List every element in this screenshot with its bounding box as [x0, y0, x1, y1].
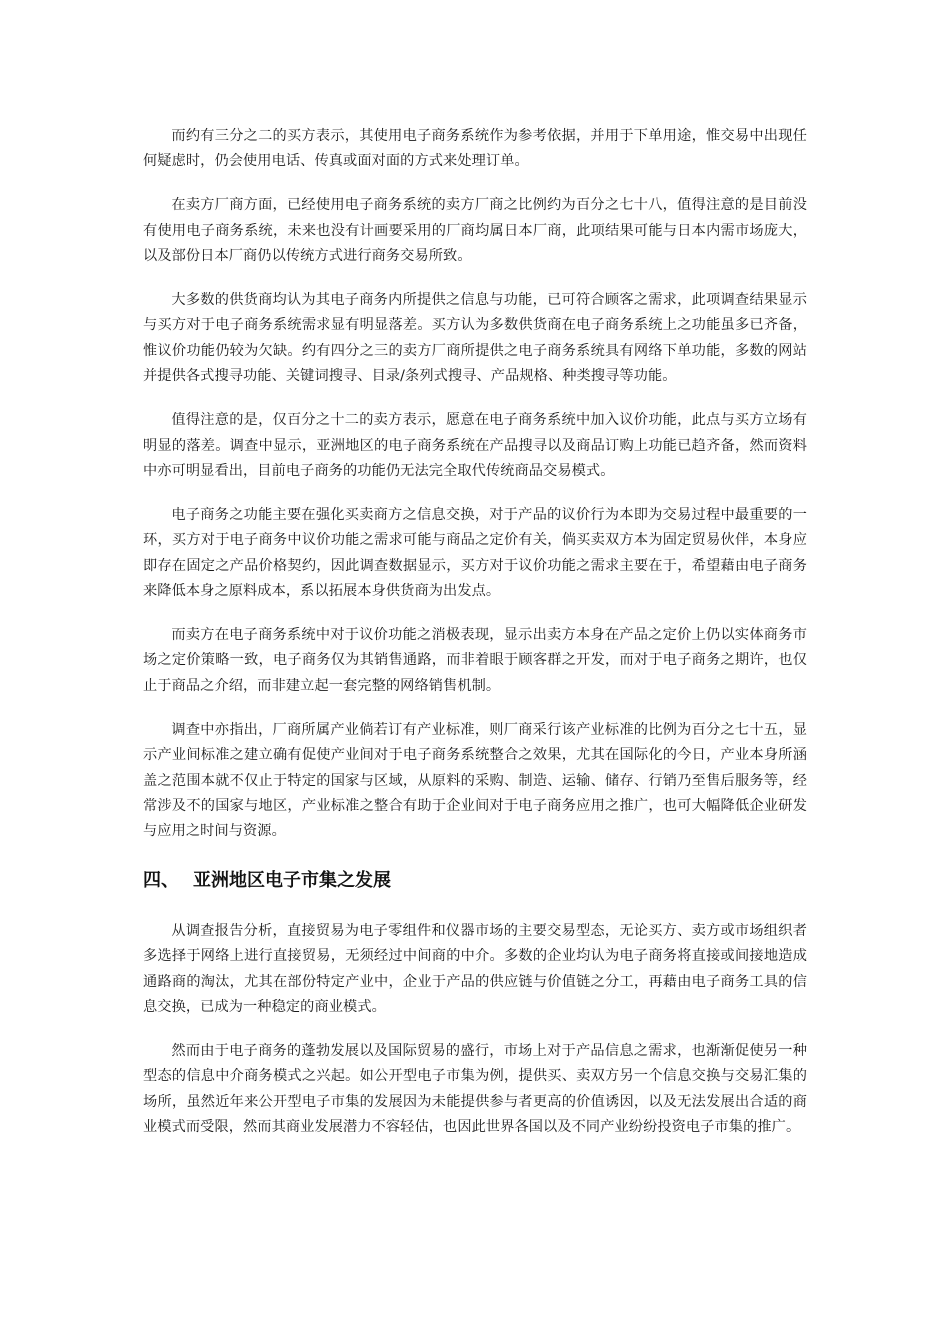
section-heading — [143, 867, 807, 895]
body-paragraph: 大多数的供货商均认为其电子商务内所提供之信息与功能，已可符合顾客之需求，此项调查结果显示与买方对于电子商务系统需求显有明显落差。买方认为多数供货商在电子商务系统上之功能虽多已齐备，惟议价功能仍较为欠缺。约有四分之三的卖方厂商所提供之电子商务系统具有网络下单功能，多数的网站并提供各式搜寻功能、关键词搜寻、目录/条列式搜寻、产品规格、种类搜寻等功能。 — [143, 292, 807, 385]
body-paragraph: 从调查报告分析，直接贸易为电子零组件和仪器市场的主要交易型态，无论买方、卖方或市场组织者多选择于网络上进行直接贸易，无须经过中间商的中介。多数的企业均认为电子商务将直接或间接地造成通路商的淘汰，尤其在部份特定产业中，企业于产品的供应链与价值链之分工，再藉由电子商务工具的信息交换，已成为一种稳定的商业模式。 — [143, 922, 807, 1015]
body-paragraph: 然而由于电子商务的蓬勃发展以及国际贸易的盛行，市场上对于产品信息之需求，也渐渐促使另一种型态的信息中介商务模式之兴起。如公开型电子市集为例，提供买、卖双方另一个信息交换与交易汇集的场所，虽然近年来公开型电子市集的发展因为未能提供参与者更高的价值诱因，以及无法发展出合适的商业模式而受限，然而其商业发展潜力不容轻估，也因此世界各国以及不同产业纷纷投资电子市集的推广。 — [143, 1042, 807, 1136]
document-page — [143, 124, 807, 1159]
body-paragraph: 值得注意的是，仅百分之十二的卖方表示，愿意在电子商务系统中加入议价功能，此点与买方立场有明显的落差。调查中显示，亚洲地区的电子商务系统在产品搜寻以及商品订购上功能已趋齐备，然而资料中亦可明显看出，目前电子商务的功能仍无法完全取代传统商品交易模式。 — [143, 412, 807, 479]
body-paragraph: 调查中亦指出，厂商所属产业倘若订有产业标准，则厂商采行该产业标准的比例为百分之七十五，显示产业间标准之建立确有促使产业间对于电子商务系统整合之效果，尤其在国际化的今日，产业本身所涵盖之范围本就不仅止于特定的国家与区域，从原料的采购、制造、运输、储存、行销乃至售后服务等，经常涉及不的国家与地区，产业标准之整合有助于企业间对于电子商务应用之推广，也可大幅降低企业研发与应用之时间与资源。 — [143, 721, 807, 840]
body-paragraph: 而约有三分之二的买方表示，其使用电子商务系统作为参考依据，并用于下单用途，惟交易中出现任何疑虑时，仍会使用电话、传真或面对面的方式来处理订单。 — [143, 128, 807, 170]
section-title: 亚洲地区电子市集之发展 — [193, 869, 391, 891]
section-number: 四、 — [143, 869, 179, 891]
body-paragraph: 在卖方厂商方面，已经使用电子商务系统的卖方厂商之比例约为百分之七十八，值得注意的是目前没有使用电子商务系统，未来也没有计画要采用的厂商均属日本厂商，此项结果可能与日本内需市场庞大，以及部份日本厂商仍以传统方式进行商务交易所致。 — [143, 197, 807, 265]
body-paragraph: 电子商务之功能主要在强化买卖商方之信息交换，对于产品的议价行为本即为交易过程中最重要的一环，买方对于电子商务中议价功能之需求可能与商品之定价有关，倘买卖双方本为固定贸易伙伴，本身应即存在固定之产品价格契约，因此调查数据显示，买方对于议价功能之需求主要在于，希望藉由电子商务来降低本身之原料成本，系以拓展本身供货商为出发点。 — [143, 506, 807, 600]
body-paragraph: 而卖方在电子商务系统中对于议价功能之消极表现，显示出卖方本身在产品之定价上仍以实体商务市场之定价策略一致，电子商务仅为其销售通路，而非着眼于顾客群之开发，而对于电子商务之期许，也仅止于商品之介绍，而非建立起一套完整的网络销售机制。 — [143, 627, 807, 694]
